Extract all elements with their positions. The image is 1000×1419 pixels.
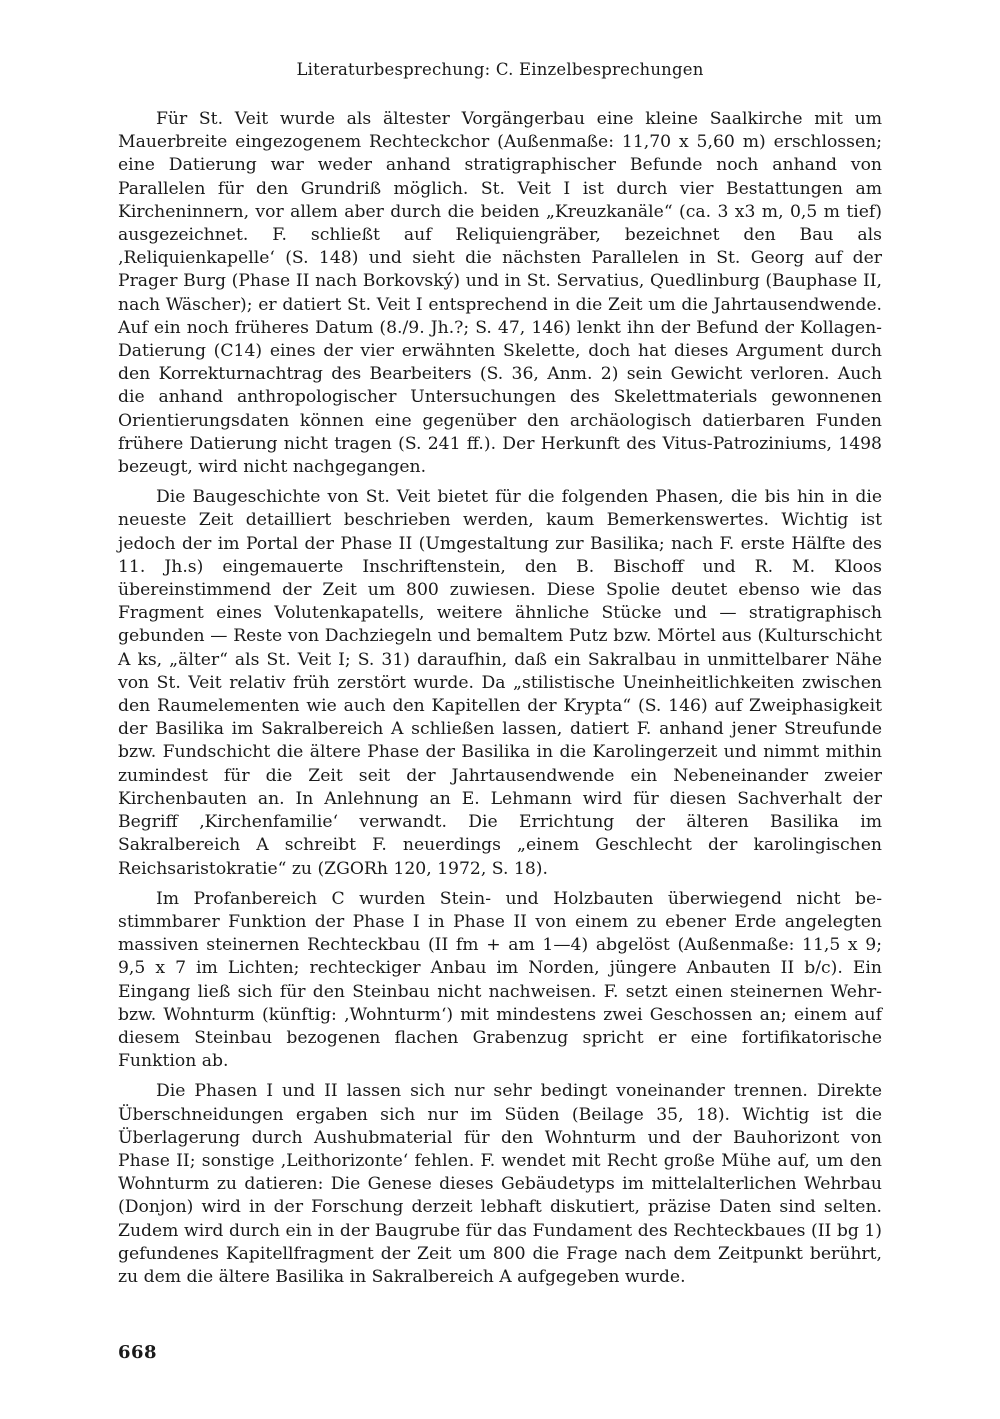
page-number: 668 (118, 1342, 158, 1363)
paragraph-building-history: Die Baugeschichte von St. Veit bietet für die folgenden Phasen, die bis hin in die neueste Zeit detailliert beschrieben werden, kaum Bemerkenswertes. Wichtig ist jedoch der im Portal der Phase II (Umgestaltung zur Basilika; nach F. erste Hälfte des 11. Jh.s) eingemauerte Inschriftenstein, den B. Bischoff und R. M. Kloos übereinstimmend der Zeit um 800 zuwiesen. Diese Spolie deutet ebenso wie das Fragment eines Volutenkapatells, weitere ähnliche Stücke und — stratigraphisch gebunden — Reste von Dachziegeln und bemaltem Putz bzw. Mörtel aus (Kulturschicht A ks, „älter“ als St. Veit I; S. 31) daraufhin, daß ein Sakralbau in unmittelbarer Nähe von St. Veit relativ früh zerstört wurde. Da „stilistische Uneinheitlichkeiten zwischen den Raumelementen wie auch den Kapitellen der Krypta“ (S. 146) auf Zweiphasigkeit der Basilika im Sakralbereich A schließen lassen, datiert F. anhand jener Streufunde bzw. Fundschicht die ältere Phase der Basilika in die Karolingerzeit und nimmt mithin zumindest für die Zeit seit der Jahrtausendwende ein Nebeneinander zweier Kirchenbauten an. In Anlehnung an E. Lehmann wird für diesen Sachverhalt der Begriff ‚Kirchenfamilie‘ verwandt. Die Errichtung der älteren Basilika im Sakralbereich A schreibt F. neuerdings „einem Geschlecht der karolingischen Reichsaristokratie“ zu (ZGORh 120, 1972, S. 18). (118, 487, 882, 879)
body-text (118, 108, 882, 1296)
running-title: Literaturbesprechung: C. Einzelbesprechungen (296, 60, 704, 79)
paragraph-phases-dating: Die Phasen I und II lassen sich nur sehr bedingt voneinander trennen. Direkte Überschneidungen ergaben sich nur im Süden (Beilage 35, 18). Wichtig ist die Überlagerung durch Aushubmaterial für den Wohnturm und der Bauhorizont von Phase II; sonstige ‚Leithorizonte‘ fehlen. F. wendet mit Recht große Mühe auf, um den Wohnturm zu datieren: Die Genese dieses Gebäudetyps im mittelalterlichen Wehrbau (Donjon) wird in der Forschung derzeit lebhaft diskutiert, präzise Daten sind selten. Zudem wird durch ein in der Baugrube für das Fundament des Rechteckbaues (II bg 1) gefundenes Kapitellfragment der Zeit um 800 die Frage nach dem Zeitpunkt berührt, zu dem die ältere Basilika in Sakralbereich A aufgegeben wurde. (118, 1081, 882, 1287)
paragraph-st-veit-oldest-building: Für St. Veit wurde als ältester Vorgängerbau eine kleine Saalkirche mit um Mauerbreite eingezogenem Rechteckchor (Außenmaße: 11,70 x 5,60 m) erschlossen; eine Datierung war weder anhand stratigraphischer Befunde noch anhand von Parallelen für den Grundriß möglich. St. Veit I ist durch vier Bestattungen am Kircheninnern, vor allem aber durch die beiden „Kreuzkanäle“ (ca. 3 x3 m, 0,5 m tief) ausgezeichnet. F. schließt auf Reliquiengräber, bezeichnet den Bau als ‚Reliquienkapelle‘ (S. 148) und sieht die nächsten Parallelen in St. Georg auf der Prager Burg (Phase II nach Borkovský) und in St. Servatius, Quedlinburg (Bauphase II, nach Wäscher); er datiert St. Veit I entsprechend in die Zeit um die Jahrtausendwende. Auf ein noch früheres Datum (8./9. Jh.?; S. 47, 146) lenkt ihn der Befund der Kollagen-Datierung (C14) eines der vier erwähnten Skelette, doch hat dieses Argument durch den Korrekturnachtrag des Bearbeiters (S. 36, Anm. 2) sein Gewicht verloren. Auch die anhand anthropologischer Untersuchungen des Skelettmaterials gewonnenen Orientierungsdaten können eine gegenüber den archäologisch datierbaren Funden frühere Datierung nicht tragen (S. 241 ff.). Der Herkunft des Vitus-Patroziniums, 1498 bezeugt, wird nicht nachgegangen. (118, 109, 882, 478)
paragraph-profane-area: Im Profanbereich C wurden Stein- und Holzbauten überwiegend nicht bestimmbarer Funktion der Phase I in Phase II von einem zu ebener Erde angelegten massiven steinernen Rechteckbau (II fm + am 1—4) abgelöst (Außenmaße: 11,5 x 9; 9,5 x 7 im Lichten; rechteckiger Anbau im Norden, jüngere Anbauten II b/c). Ein Eingang ließ sich für den Steinbau nicht nachweisen. F. setzt einen steinernen Wehr- bzw. Wohnturm (künftig: ‚Wohnturm‘) mit mindestens zwei Geschossen an; einem auf diesem Steinbau bezogenen flachen Grabenzug spricht er eine fortifikatorische Funktion ab. (118, 888, 882, 1072)
